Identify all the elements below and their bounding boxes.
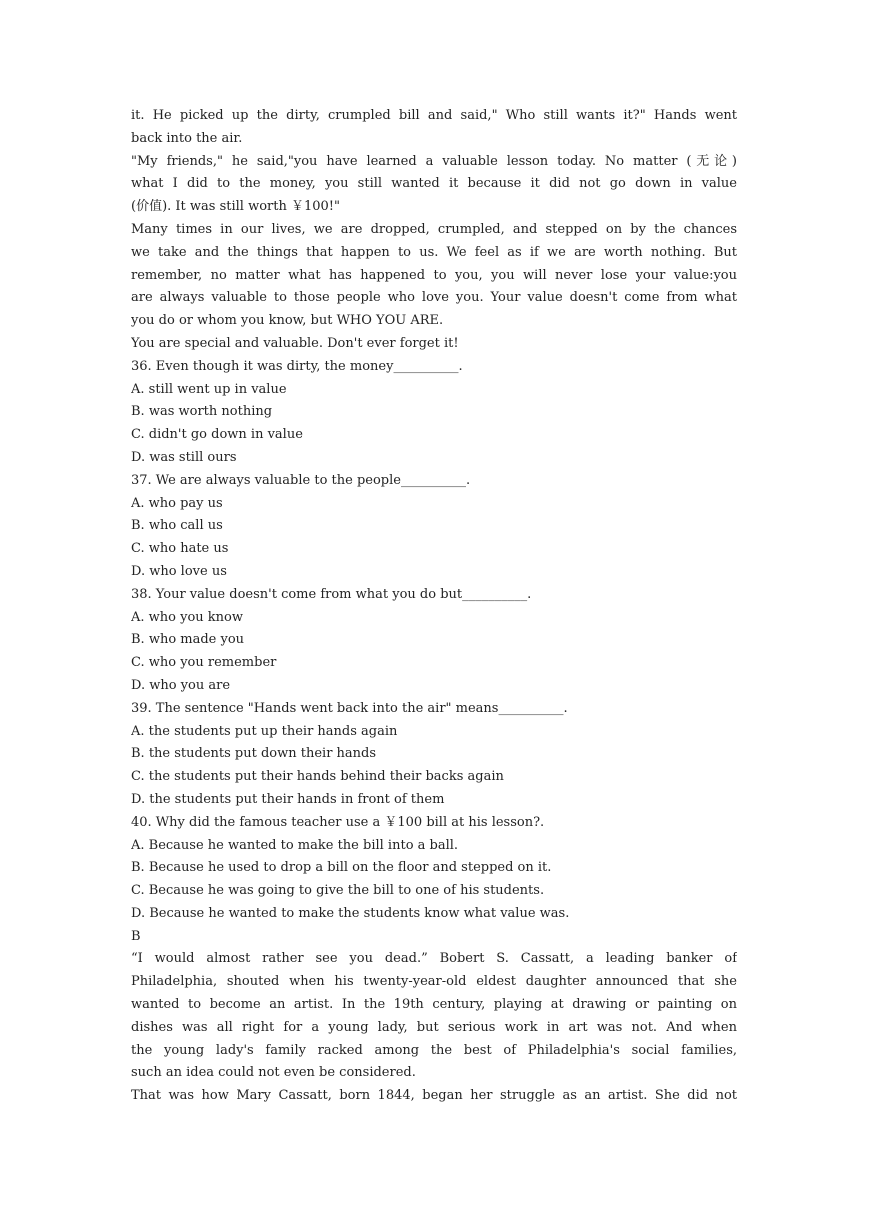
- text-line: D. the students put their hands in front of them: [131, 791, 445, 807]
- text-line: B: [131, 928, 141, 944]
- text-line: 39. The sentence "Hands went back into the air" means__________.: [131, 700, 568, 716]
- text-line: back into the air.: [131, 130, 243, 146]
- text-line: it. He picked up the dirty, crumpled bill and said," Who still wants it?" Hands went: [131, 108, 737, 123]
- text-line: That was how Mary Cassatt, born 1844, began her struggle as an artist. She did not: [131, 1088, 737, 1104]
- text-line: B. was worth nothing: [131, 404, 273, 420]
- text-line: C. the students put their hands behind their backs again: [131, 769, 504, 785]
- text-line: 37. We are always valuable to the people__________.: [131, 472, 471, 488]
- text-line: A. who you know: [131, 609, 243, 625]
- text-line: remember, no matter what has happened to you, you will never lose your value:you: [131, 267, 737, 283]
- text-line: You are special and valuable. Don't ever forget it!: [131, 335, 459, 351]
- text-line: D. was still ours: [131, 449, 237, 465]
- text-line: C. who hate us: [131, 541, 229, 557]
- text-line: D. Because he wanted to make the students know what value was.: [131, 905, 570, 921]
- text-line: we take and the things that happen to us. We feel as if we are worth nothing. But: [131, 244, 737, 260]
- text-line: Philadelphia, shouted when his twenty-year-old eldest daughter announced that she: [131, 974, 737, 990]
- text-line: B. who call us: [131, 518, 223, 534]
- text-line: B. the students put down their hands: [131, 746, 377, 762]
- text-line: dishes was all right for a young lady, but serious work in art was not. And when: [131, 1019, 737, 1035]
- text-line: A. still went up in value: [131, 381, 287, 397]
- text-line: such an idea could not even be considered.: [131, 1065, 416, 1081]
- text-line: B. Because he used to drop a bill on the floor and stepped on it.: [131, 860, 552, 876]
- text-line: D. who love us: [131, 563, 227, 579]
- text-line: 38. Your value doesn't come from what you do but__________.: [131, 586, 532, 602]
- text-line: wanted to become an artist. In the 19th century, playing at drawing or painting on: [131, 997, 737, 1013]
- text-line: C. who you remember: [131, 655, 277, 671]
- text-line: A. the students put up their hands again: [131, 723, 398, 739]
- text-line: B. who made you: [131, 632, 245, 648]
- text-line: 40. Why did the famous teacher use a ￥100 bill at his lesson?.: [131, 814, 545, 830]
- text-line: D. who you are: [131, 677, 231, 693]
- text-line: "My friends," he said,"you have learned a valuable lesson today. No matter (无论): [131, 153, 737, 169]
- text-line: 36. Even though it was dirty, the money__________.: [131, 358, 463, 374]
- text-line: A. who pay us: [131, 495, 223, 511]
- text-line: what I did to the money, you still wanted it because it did not go down in value: [131, 176, 737, 192]
- text-line: Many times in our lives, we are dropped, crumpled, and stepped on by the chances: [131, 221, 737, 237]
- text-line: (价值). It was still worth ￥100!": [131, 199, 340, 215]
- text-line: “I would almost rather see you dead.” Bobert S. Cassatt, a leading banker of: [131, 951, 737, 967]
- text-line: are always valuable to those people who love you. Your value doesn't come from what: [131, 290, 737, 306]
- text-line: A. Because he wanted to make the bill into a ball.: [131, 837, 459, 853]
- text-line: you do or whom you know, but WHO YOU ARE.: [131, 313, 444, 329]
- text-line: C. Because he was going to give the bill to one of his students.: [131, 883, 545, 899]
- document-body: [131, 105, 737, 1108]
- text-line: the young lady's family racked among the best of Philadelphia's social families,: [131, 1042, 737, 1058]
- text-line: C. didn't go down in value: [131, 427, 303, 443]
